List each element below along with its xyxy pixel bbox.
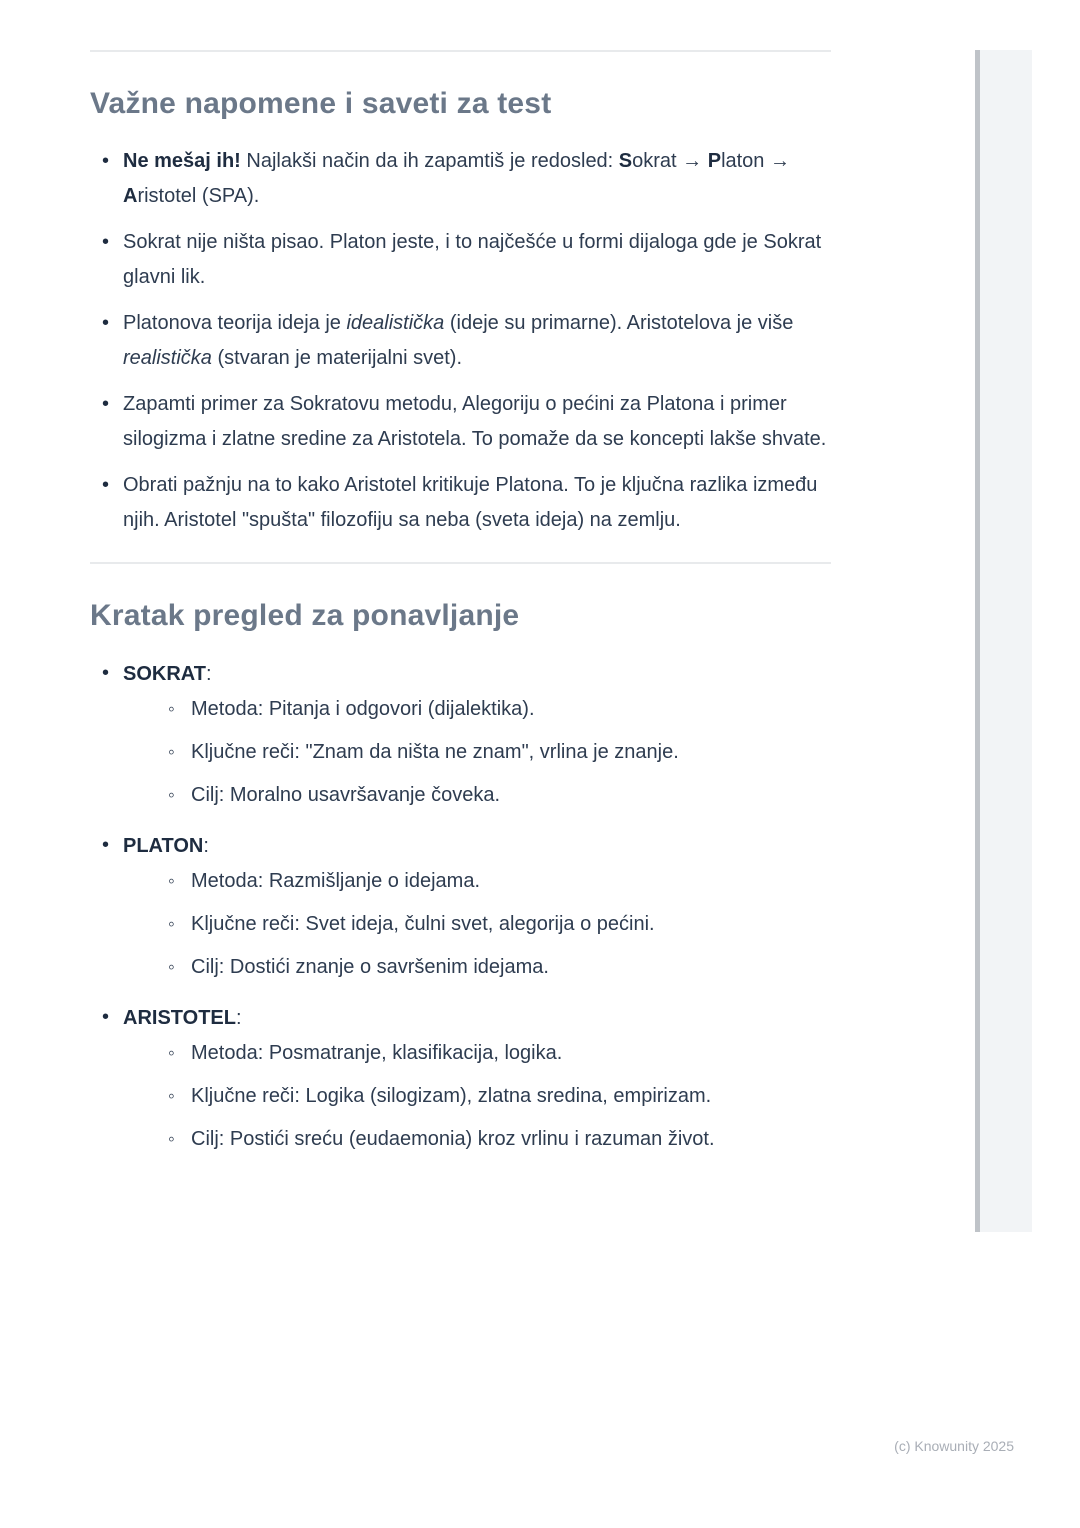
text-segment: ARISTOTEL (123, 1007, 236, 1029)
review-sub-list (158, 864, 831, 985)
text-segment: Ne mešaj ih! (123, 150, 241, 172)
review-sub-list (158, 1036, 831, 1157)
text-segment: Cilj: Postići sreću (eudaemonia) kroz vrlinu i razuman život. (191, 1128, 715, 1150)
section-title-review: Kratak pregled za ponavljanje (90, 599, 520, 632)
text-segment: Ključne reči: Svet ideja, čulni svet, alegorija o pećini. (191, 913, 655, 935)
review-list (90, 658, 831, 1157)
note-bullet-item (90, 468, 831, 538)
text-segment: Ključne reči: Logika (silogizam), zlatna sredina, empirizam. (191, 1085, 712, 1107)
text-segment: : (205, 663, 212, 685)
text-segment: Ključne reči: "Znam da ništa ne znam", vrlina je znanje. (191, 741, 679, 763)
section-divider (90, 562, 831, 564)
review-sub-item (158, 735, 831, 770)
text-segment: SOKRAT (123, 663, 206, 685)
text-segment: P (707, 150, 722, 172)
notes-list (90, 144, 831, 538)
section-title-notes: Važne napomene i saveti za test (90, 87, 552, 120)
review-sub-list (158, 692, 831, 813)
text-segment: (ideje su primarne). Aristotelova je više (444, 312, 794, 334)
text-segment: realistička (123, 347, 212, 369)
review-sub-item (158, 1036, 831, 1071)
text-segment: Cilj: Dostići znanje o savršenim idejama. (191, 956, 549, 978)
text-segment: Sokrat nije ništa pisao. Platon jeste, i to najčešće u formi dijaloga gde je Sokrat glavni lik. (123, 231, 822, 288)
review-group-item (90, 658, 831, 813)
review-group-item (90, 1002, 831, 1157)
text-segment: Najlakši način da ih zapamtiš je redosled: (240, 150, 619, 172)
review-sub-item (158, 692, 831, 727)
section-divider (90, 50, 831, 52)
note-bullet-item (90, 306, 831, 376)
text-segment: (stvaran je materijalni svet). (211, 347, 462, 369)
text-segment: Cilj: Moralno usavršavanje čoveka. (191, 784, 501, 806)
text-segment: Zapamti primer za Sokratovu metodu, Alegoriju o pećini za Platona i primer silogizma i zlatne sredine za Aristotela. To pomaže da se koncepti lakše shvate. (123, 393, 827, 450)
review-sub-item (158, 864, 831, 899)
right-side-panel (975, 50, 1032, 1232)
text-segment: ristotel (SPA). (137, 185, 260, 207)
document-content (90, 0, 831, 1174)
review-sub-item (158, 1122, 831, 1157)
text-segment: PLATON (123, 835, 204, 857)
note-bullet-item (90, 144, 831, 214)
text-segment: okrat → (632, 150, 708, 172)
text-segment: Platonova teorija ideja je (123, 312, 347, 334)
review-sub-item (158, 907, 831, 942)
text-segment: Obrati pažnju na to kako Aristotel kritikuje Platona. To je ključna razlika između njih. Aristotel "spušta" filozofiju sa neba (sveta ideja) na zemlju. (123, 474, 818, 531)
text-segment: laton → (721, 150, 790, 172)
text-segment: S (618, 150, 633, 172)
panel-area (980, 50, 1032, 1232)
text-segment: Metoda: Razmišljanje o idejama. (191, 870, 481, 892)
text-segment: : (203, 835, 209, 857)
note-bullet-item (90, 225, 831, 295)
text-segment: : (235, 1007, 242, 1029)
review-group-item (90, 830, 831, 985)
note-bullet-item (90, 387, 831, 457)
review-sub-item (158, 1079, 831, 1114)
copyright-note: (c) Knowunity 2025 (894, 1438, 1014, 1454)
review-sub-item (158, 778, 831, 813)
text-segment: idealistička (346, 312, 445, 334)
text-segment: A (123, 185, 138, 207)
review-sub-item (158, 950, 831, 985)
text-segment: Metoda: Pitanja i odgovori (dijalektika). (191, 698, 535, 720)
text-segment: Metoda: Posmatranje, klasifikacija, logika. (191, 1042, 563, 1064)
